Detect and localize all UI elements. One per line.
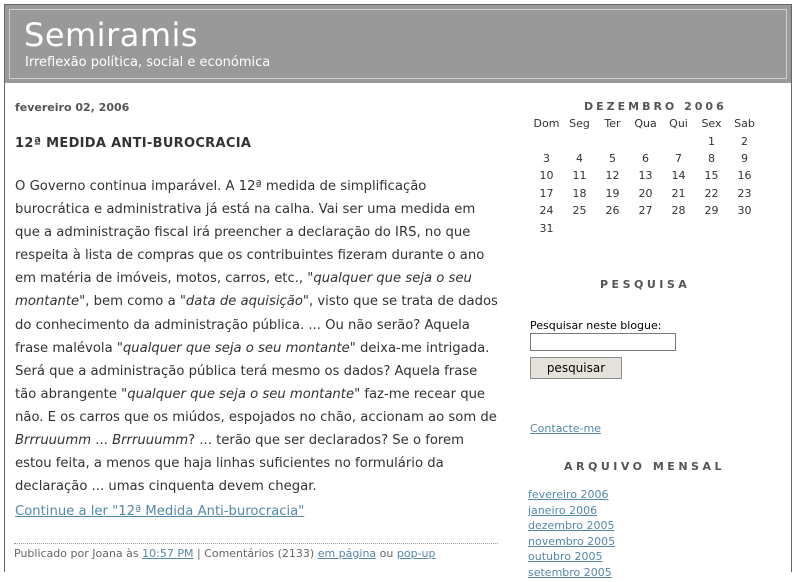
calendar-day[interactable]: 10 [539,169,554,183]
calendar-week-row [530,167,761,184]
calendar-day[interactable]: 13 [638,169,653,183]
archive-link[interactable]: outubro 2005 [528,550,603,564]
search-heading: PESQUISA [600,278,691,291]
calendar-day[interactable]: 24 [539,204,554,218]
post-author-text: Publicado por Joana às [14,547,143,560]
calendar-day[interactable]: 31 [539,221,554,235]
post-body-text: O Governo continua imparável. A 12ª medida de simplificação burocrática e administrativa já está na calha. Vai ser uma medida em que a administração fiscal irá preencher a declaração do IRS, no que respeita à lista de compras que os contribuintes fizeram durante o ano em matéria de imóveis, motos, carros, etc., " [15,179,485,287]
blog-description: Irreflexão política, social e económica [25,55,271,70]
post-body-text: ", visto que se trata de dados do conhecimento da administração pública. ... Ou não serão? Aquela frase malévola " [15,294,498,356]
post-body-emphasis: qualquer que seja o seu montante [15,271,472,310]
post-body-emphasis: qualquer que seja o seu montante [127,386,355,402]
calendar-day [662,219,695,236]
calendar-day[interactable]: 23 [737,186,752,200]
calendar-day [530,132,563,149]
calendar-day[interactable]: 4 [576,151,583,165]
calendar-day[interactable]: 29 [704,204,719,218]
search-button[interactable]: pesquisar [530,357,622,379]
post-body-emphasis: qualquer que seja o seu montante [122,340,350,356]
calendar-weekday: Dom [533,117,560,131]
post-date: fevereiro 02, 2006 [15,101,130,114]
calendar-week-row [530,132,761,149]
calendar-day [662,132,695,149]
footer-or-text: ou [376,547,397,560]
contact-link[interactable]: Contacte-me [530,422,602,435]
post-body-text: ", bem como a " [79,294,186,310]
calendar-day[interactable]: 3 [543,151,550,165]
search-label: Pesquisar neste blogue: [530,319,662,332]
calendar-day[interactable]: 20 [638,186,653,200]
calendar-day[interactable]: 28 [671,204,686,218]
archive-link[interactable]: novembro 2005 [528,534,616,548]
calendar-day[interactable]: 15 [704,169,719,183]
continue-reading-link[interactable]: Continue a ler "12ª Medida Anti-burocracia" [15,504,305,519]
archive-item [528,504,615,520]
calendar-week-row [530,202,761,219]
post-footer [14,543,498,560]
calendar-day[interactable]: 5 [609,151,616,165]
calendar-day[interactable]: 17 [539,186,554,200]
calendar-day [695,219,728,236]
archive-link[interactable]: fevereiro 2006 [528,488,609,501]
calendar-day[interactable]: 19 [605,186,620,200]
archive-item [528,519,615,535]
calendar-day[interactable]: 9 [741,151,748,165]
calendar-day [596,219,629,236]
calendar-weekday: Seg [569,117,590,131]
comments-on-page-link[interactable]: em página [317,547,377,560]
comments-count-text: | Comentários (2133) [193,547,318,560]
calendar-day[interactable]: 27 [638,204,653,218]
archive-item [528,550,615,566]
post-body-text: " deixa-me intrigada. Será que a administração pública terá mesmo os dados? Aquela frase tão abrangente " [15,340,490,402]
calendar-week-row [530,150,761,167]
calendar-weekday: Sex [701,117,722,131]
calendar-day[interactable]: 30 [737,204,752,218]
calendar-day[interactable]: 22 [704,186,719,200]
archive-link[interactable]: dezembro 2005 [528,519,615,533]
calendar-weekday: Sab [734,117,755,131]
calendar-body [530,132,761,236]
calendar-weekday: Qua [634,117,657,131]
calendar-day[interactable]: 1 [708,134,715,148]
calendar-day [629,132,662,149]
calendar-day [563,132,596,149]
calendar-day[interactable]: 14 [671,169,686,183]
calendar-weekday: Qui [669,117,688,131]
archive-link[interactable]: janeiro 2006 [528,503,598,517]
calendar-day[interactable]: 26 [605,204,620,218]
header-inner-border [9,9,787,79]
archive-item [528,488,615,504]
post-body [15,175,501,498]
calendar-day[interactable]: 11 [572,169,587,183]
post-body-text: ? ... terão que ser declarados? Se o forem estou feita, a menos que haja linhas suficientes no formulário da declaração ... umas cinquenta devem chegar. [15,433,465,495]
comments-popup-link[interactable]: pop-up [396,547,436,560]
post-body-emphasis: Brrruuumm [112,433,189,449]
archive-list [528,488,615,582]
archive-heading: ARQUIVO MENSAL [564,460,725,473]
archive-link[interactable]: setembro 2005 [528,565,612,579]
post-body-emphasis: data de aquisição [185,294,303,310]
calendar-day[interactable]: 2 [741,134,748,148]
calendar-day [629,219,662,236]
search-input[interactable] [530,333,676,351]
calendar-week-row [530,185,761,202]
calendar-title: DEZEMBRO 2006 [584,100,727,113]
calendar-weekday: Ter [604,117,621,131]
calendar-day[interactable]: 18 [572,186,587,200]
post-body-text: ... [91,433,113,449]
blog-header [5,5,791,84]
blog-title[interactable]: Semiramis [24,16,199,54]
calendar-week-row [530,219,761,236]
post-body-emphasis: Brrruuumm [15,433,92,449]
calendar-day[interactable]: 21 [671,186,686,200]
calendar-day [596,132,629,149]
calendar-weekday-row [530,115,761,132]
post-permalink-time[interactable]: 10:57 PM [142,547,194,560]
calendar-day[interactable]: 16 [737,169,752,183]
calendar-day[interactable]: 12 [605,169,620,183]
calendar-table [530,115,761,237]
calendar-day[interactable]: 25 [572,204,587,218]
calendar-day [563,219,596,236]
calendar-day[interactable]: 8 [708,151,715,165]
calendar-day[interactable]: 6 [642,151,649,165]
calendar-day [728,219,761,236]
post-body-text: " faz-me recear que não. E os carros que os miúdos, espojados no chão, accionam ao som de [15,386,497,425]
archive-item [528,535,615,551]
calendar-day[interactable]: 7 [675,151,682,165]
archive-item [528,566,615,582]
post-title: 12ª MEDIDA ANTI-BUROCRACIA [15,136,252,151]
